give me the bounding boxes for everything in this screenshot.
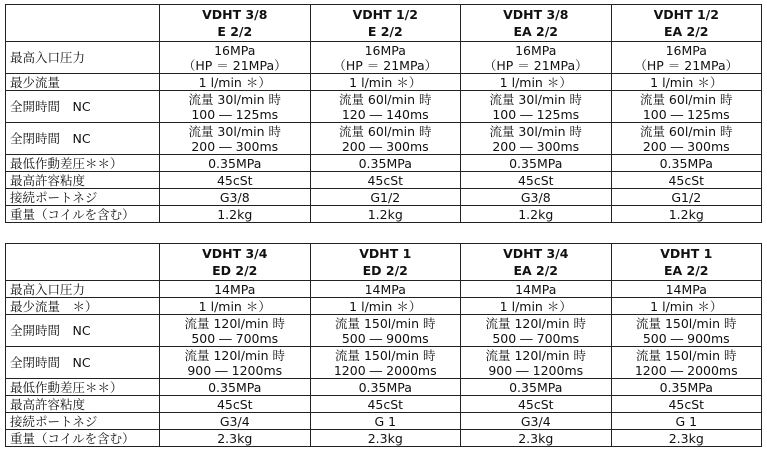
cell-line: 200 ― 300ms xyxy=(341,138,429,154)
cell-line: 0.35MPa xyxy=(509,379,563,395)
table-row xyxy=(6,189,762,206)
column-header-line: VDHT 3/4 xyxy=(202,246,268,261)
table-cell xyxy=(461,298,612,315)
table-cell xyxy=(310,42,461,74)
cell-line: 45cSt xyxy=(216,396,253,412)
table-row xyxy=(6,347,762,379)
column-header-line: EA 2/2 xyxy=(513,24,559,39)
column-header xyxy=(160,5,311,42)
row-label: 最低作動差圧＊＊） xyxy=(6,155,160,172)
row-label: 全閉時間 NC xyxy=(6,347,160,379)
cell-line: （HP ＝ 21MPa） xyxy=(483,57,588,73)
row-label: 重量（コイルを含む） xyxy=(6,430,160,447)
table-row xyxy=(6,123,762,155)
column-header-line: VDHT 1 xyxy=(660,246,713,261)
cell-line: 45cSt xyxy=(517,172,554,188)
cell-line: 100 ― 125ms xyxy=(492,106,580,122)
cell-line: 2.3kg xyxy=(367,430,403,446)
table-cell xyxy=(611,379,762,396)
cell-line: 500 ― 900ms xyxy=(341,330,429,346)
table-cell xyxy=(611,189,762,206)
cell-line: 流量 30l/min 時 xyxy=(489,91,583,107)
table-cell xyxy=(310,298,461,315)
header-corner xyxy=(6,5,160,42)
column-header xyxy=(310,5,461,42)
cell-line: 流量 60l/min 時 xyxy=(639,91,733,107)
table-row xyxy=(6,298,762,315)
cell-line: 200 ― 300ms xyxy=(642,138,730,154)
column-header-line: VDHT 3/8 xyxy=(202,7,268,22)
cell-line: G1/2 xyxy=(370,189,401,205)
table-cell xyxy=(611,396,762,413)
column-header-line: EA 2/2 xyxy=(663,24,709,39)
row-label: 最低作動差圧＊＊） xyxy=(6,379,160,396)
cell-line: 45cSt xyxy=(367,172,404,188)
table-row xyxy=(6,379,762,396)
cell-line: 流量 120l/min 時 xyxy=(184,315,286,331)
cell-line: 2.3kg xyxy=(518,430,554,446)
column-header xyxy=(461,5,612,42)
table-cell xyxy=(611,123,762,155)
cell-line: 流量 30l/min 時 xyxy=(188,123,282,139)
cell-line: 900 ― 1200ms xyxy=(488,362,584,378)
cell-line: 14MPa xyxy=(515,281,557,297)
cell-line: 45cSt xyxy=(216,172,253,188)
cell-line: 45cSt xyxy=(668,172,705,188)
row-label: 接続ポートネジ xyxy=(6,413,160,430)
table-cell xyxy=(310,123,461,155)
table-cell xyxy=(160,298,311,315)
row-label: 最高入口圧力 xyxy=(6,281,160,298)
table-cell xyxy=(160,123,311,155)
cell-line: 16MPa xyxy=(515,42,557,58)
table-cell xyxy=(611,42,762,74)
table-cell xyxy=(461,379,612,396)
cell-line: 14MPa xyxy=(665,281,707,297)
cell-line: 流量 60l/min 時 xyxy=(639,123,733,139)
column-header xyxy=(310,244,461,281)
cell-line: 0.35MPa xyxy=(208,155,262,171)
row-label: 最高入口圧力 xyxy=(6,42,160,74)
cell-line: 100 ― 125ms xyxy=(642,106,730,122)
cell-line: 1.2kg xyxy=(217,206,253,222)
cell-line: （HP ＝ 21MPa） xyxy=(634,57,739,73)
cell-line: 1 l/min ＊） xyxy=(650,74,723,90)
cell-line: 900 ― 1200ms xyxy=(187,362,283,378)
table-cell xyxy=(611,155,762,172)
column-header-line: E 2/2 xyxy=(217,24,253,39)
table-row xyxy=(6,74,762,91)
table-cell xyxy=(160,379,311,396)
cell-line: 200 ― 300ms xyxy=(492,138,580,154)
table-cell xyxy=(160,347,311,379)
cell-line: 流量 150l/min 時 xyxy=(334,347,436,363)
cell-line: 流量 30l/min 時 xyxy=(489,123,583,139)
column-header-line: VDHT 3/8 xyxy=(503,7,569,22)
table-row xyxy=(6,172,762,189)
cell-line: G3/4 xyxy=(520,413,551,429)
cell-line: 流量 150l/min 時 xyxy=(635,315,737,331)
header-row xyxy=(6,5,762,42)
table-cell xyxy=(160,413,311,430)
cell-line: 16MPa xyxy=(214,42,256,58)
table-cell xyxy=(310,91,461,123)
table-row xyxy=(6,91,762,123)
table-cell xyxy=(611,172,762,189)
table-cell xyxy=(611,413,762,430)
table-cell xyxy=(160,396,311,413)
cell-line: 0.35MPa xyxy=(358,379,412,395)
table-cell xyxy=(611,281,762,298)
column-header-line: VDHT 1/2 xyxy=(653,7,719,22)
table-row xyxy=(6,315,762,347)
cell-line: 0.35MPa xyxy=(208,379,262,395)
column-header-line: VDHT 1 xyxy=(359,246,412,261)
cell-line: 500 ― 700ms xyxy=(492,330,580,346)
table-cell xyxy=(310,430,461,447)
table-cell xyxy=(310,155,461,172)
table-cell xyxy=(461,123,612,155)
row-label: 全開時間 NC xyxy=(6,315,160,347)
cell-line: 0.35MPa xyxy=(659,379,713,395)
cell-line: 1 l/min ＊） xyxy=(198,74,271,90)
cell-line: （HP ＝ 21MPa） xyxy=(333,57,438,73)
cell-line: 14MPa xyxy=(364,281,406,297)
header-corner xyxy=(6,244,160,281)
table-cell xyxy=(160,172,311,189)
row-label: 最少流量 ＊） xyxy=(6,298,160,315)
cell-line: 120 ― 140ms xyxy=(341,106,429,122)
table-cell xyxy=(310,206,461,223)
column-header xyxy=(611,5,762,42)
row-label: 重量（コイルを含む） xyxy=(6,206,160,223)
table-cell xyxy=(611,315,762,347)
cell-line: 1200 ― 2000ms xyxy=(333,362,437,378)
cell-line: 2.3kg xyxy=(217,430,253,446)
table-row xyxy=(6,430,762,447)
cell-line: 1 l/min ＊） xyxy=(349,298,422,314)
cell-line: G3/8 xyxy=(219,189,250,205)
spec-table-1 xyxy=(5,4,762,223)
column-header-line: EA 2/2 xyxy=(513,263,559,278)
table-cell xyxy=(611,430,762,447)
cell-line: 1.2kg xyxy=(367,206,403,222)
table-cell xyxy=(461,206,612,223)
column-header xyxy=(611,244,762,281)
table-cell xyxy=(461,430,612,447)
table-cell xyxy=(310,189,461,206)
cell-line: 流量 150l/min 時 xyxy=(334,315,436,331)
table-cell xyxy=(611,347,762,379)
cell-line: 流量 120l/min 時 xyxy=(485,347,587,363)
table-cell xyxy=(461,189,612,206)
table-cell xyxy=(310,281,461,298)
table-cell xyxy=(611,298,762,315)
cell-line: 500 ― 900ms xyxy=(642,330,730,346)
column-header xyxy=(160,244,311,281)
table-cell xyxy=(310,413,461,430)
table-cell xyxy=(310,315,461,347)
cell-line: 流量 120l/min 時 xyxy=(485,315,587,331)
table-row xyxy=(6,206,762,223)
column-header-line: EA 2/2 xyxy=(663,263,709,278)
header-row xyxy=(6,244,762,281)
cell-line: 1 l/min ＊） xyxy=(499,298,572,314)
cell-line: 1 l/min ＊） xyxy=(499,74,572,90)
table-row xyxy=(6,281,762,298)
cell-line: 14MPa xyxy=(214,281,256,297)
cell-line: （HP ＝ 21MPa） xyxy=(182,57,287,73)
table-cell xyxy=(160,74,311,91)
table-cell xyxy=(461,172,612,189)
row-label: 接続ポートネジ xyxy=(6,189,160,206)
cell-line: G 1 xyxy=(374,413,397,429)
row-label: 最少流量 xyxy=(6,74,160,91)
table-cell xyxy=(310,74,461,91)
table-cell xyxy=(611,74,762,91)
table-cell xyxy=(310,396,461,413)
table-cell xyxy=(461,413,612,430)
cell-line: 1200 ― 2000ms xyxy=(634,362,738,378)
column-header-line: VDHT 3/4 xyxy=(503,246,569,261)
table-cell xyxy=(461,347,612,379)
table-row xyxy=(6,155,762,172)
row-label: 全閉時間 NC xyxy=(6,123,160,155)
cell-line: 100 ― 125ms xyxy=(191,106,279,122)
cell-line: 1 l/min ＊） xyxy=(650,298,723,314)
table-cell xyxy=(461,91,612,123)
table-cell xyxy=(160,42,311,74)
table-cell xyxy=(461,396,612,413)
cell-line: G1/2 xyxy=(671,189,702,205)
table-cell xyxy=(461,281,612,298)
column-header-line: ED 2/2 xyxy=(212,263,258,278)
table-cell xyxy=(461,315,612,347)
cell-line: 16MPa xyxy=(665,42,707,58)
column-header-line: E 2/2 xyxy=(367,24,403,39)
table-row xyxy=(6,413,762,430)
row-label: 全開時間 NC xyxy=(6,91,160,123)
cell-line: 500 ― 700ms xyxy=(191,330,279,346)
cell-line: 流量 30l/min 時 xyxy=(188,91,282,107)
cell-line: G 1 xyxy=(675,413,698,429)
table-row xyxy=(6,42,762,74)
column-header xyxy=(461,244,612,281)
cell-line: 1.2kg xyxy=(668,206,704,222)
table-cell xyxy=(461,42,612,74)
column-header-line: VDHT 1/2 xyxy=(352,7,418,22)
table-cell xyxy=(461,74,612,91)
table-cell xyxy=(611,206,762,223)
table-cell xyxy=(160,189,311,206)
table-cell xyxy=(160,315,311,347)
cell-line: 流量 120l/min 時 xyxy=(184,347,286,363)
cell-line: 流量 60l/min 時 xyxy=(338,91,432,107)
cell-line: 0.35MPa xyxy=(358,155,412,171)
row-label: 最高許容粘度 xyxy=(6,172,160,189)
cell-line: 1 l/min ＊） xyxy=(349,74,422,90)
spec-table-2 xyxy=(5,243,762,447)
table-row xyxy=(6,396,762,413)
table-cell xyxy=(310,172,461,189)
cell-line: 45cSt xyxy=(668,396,705,412)
cell-line: 1.2kg xyxy=(518,206,554,222)
cell-line: 45cSt xyxy=(367,396,404,412)
table-cell xyxy=(160,281,311,298)
cell-line: 1 l/min ＊） xyxy=(198,298,271,314)
cell-line: 45cSt xyxy=(517,396,554,412)
cell-line: 流量 150l/min 時 xyxy=(635,347,737,363)
table-cell xyxy=(160,155,311,172)
row-label: 最高許容粘度 xyxy=(6,396,160,413)
table-cell xyxy=(310,347,461,379)
column-header-line: ED 2/2 xyxy=(362,263,408,278)
cell-line: 200 ― 300ms xyxy=(191,138,279,154)
cell-line: 2.3kg xyxy=(668,430,704,446)
table-cell xyxy=(160,91,311,123)
table-cell xyxy=(310,379,461,396)
table-cell xyxy=(160,206,311,223)
cell-line: 流量 60l/min 時 xyxy=(338,123,432,139)
cell-line: 0.35MPa xyxy=(659,155,713,171)
table-cell xyxy=(160,430,311,447)
cell-line: G3/8 xyxy=(520,189,551,205)
table-cell xyxy=(611,91,762,123)
cell-line: G3/4 xyxy=(219,413,250,429)
table-cell xyxy=(461,155,612,172)
cell-line: 16MPa xyxy=(364,42,406,58)
cell-line: 0.35MPa xyxy=(509,155,563,171)
